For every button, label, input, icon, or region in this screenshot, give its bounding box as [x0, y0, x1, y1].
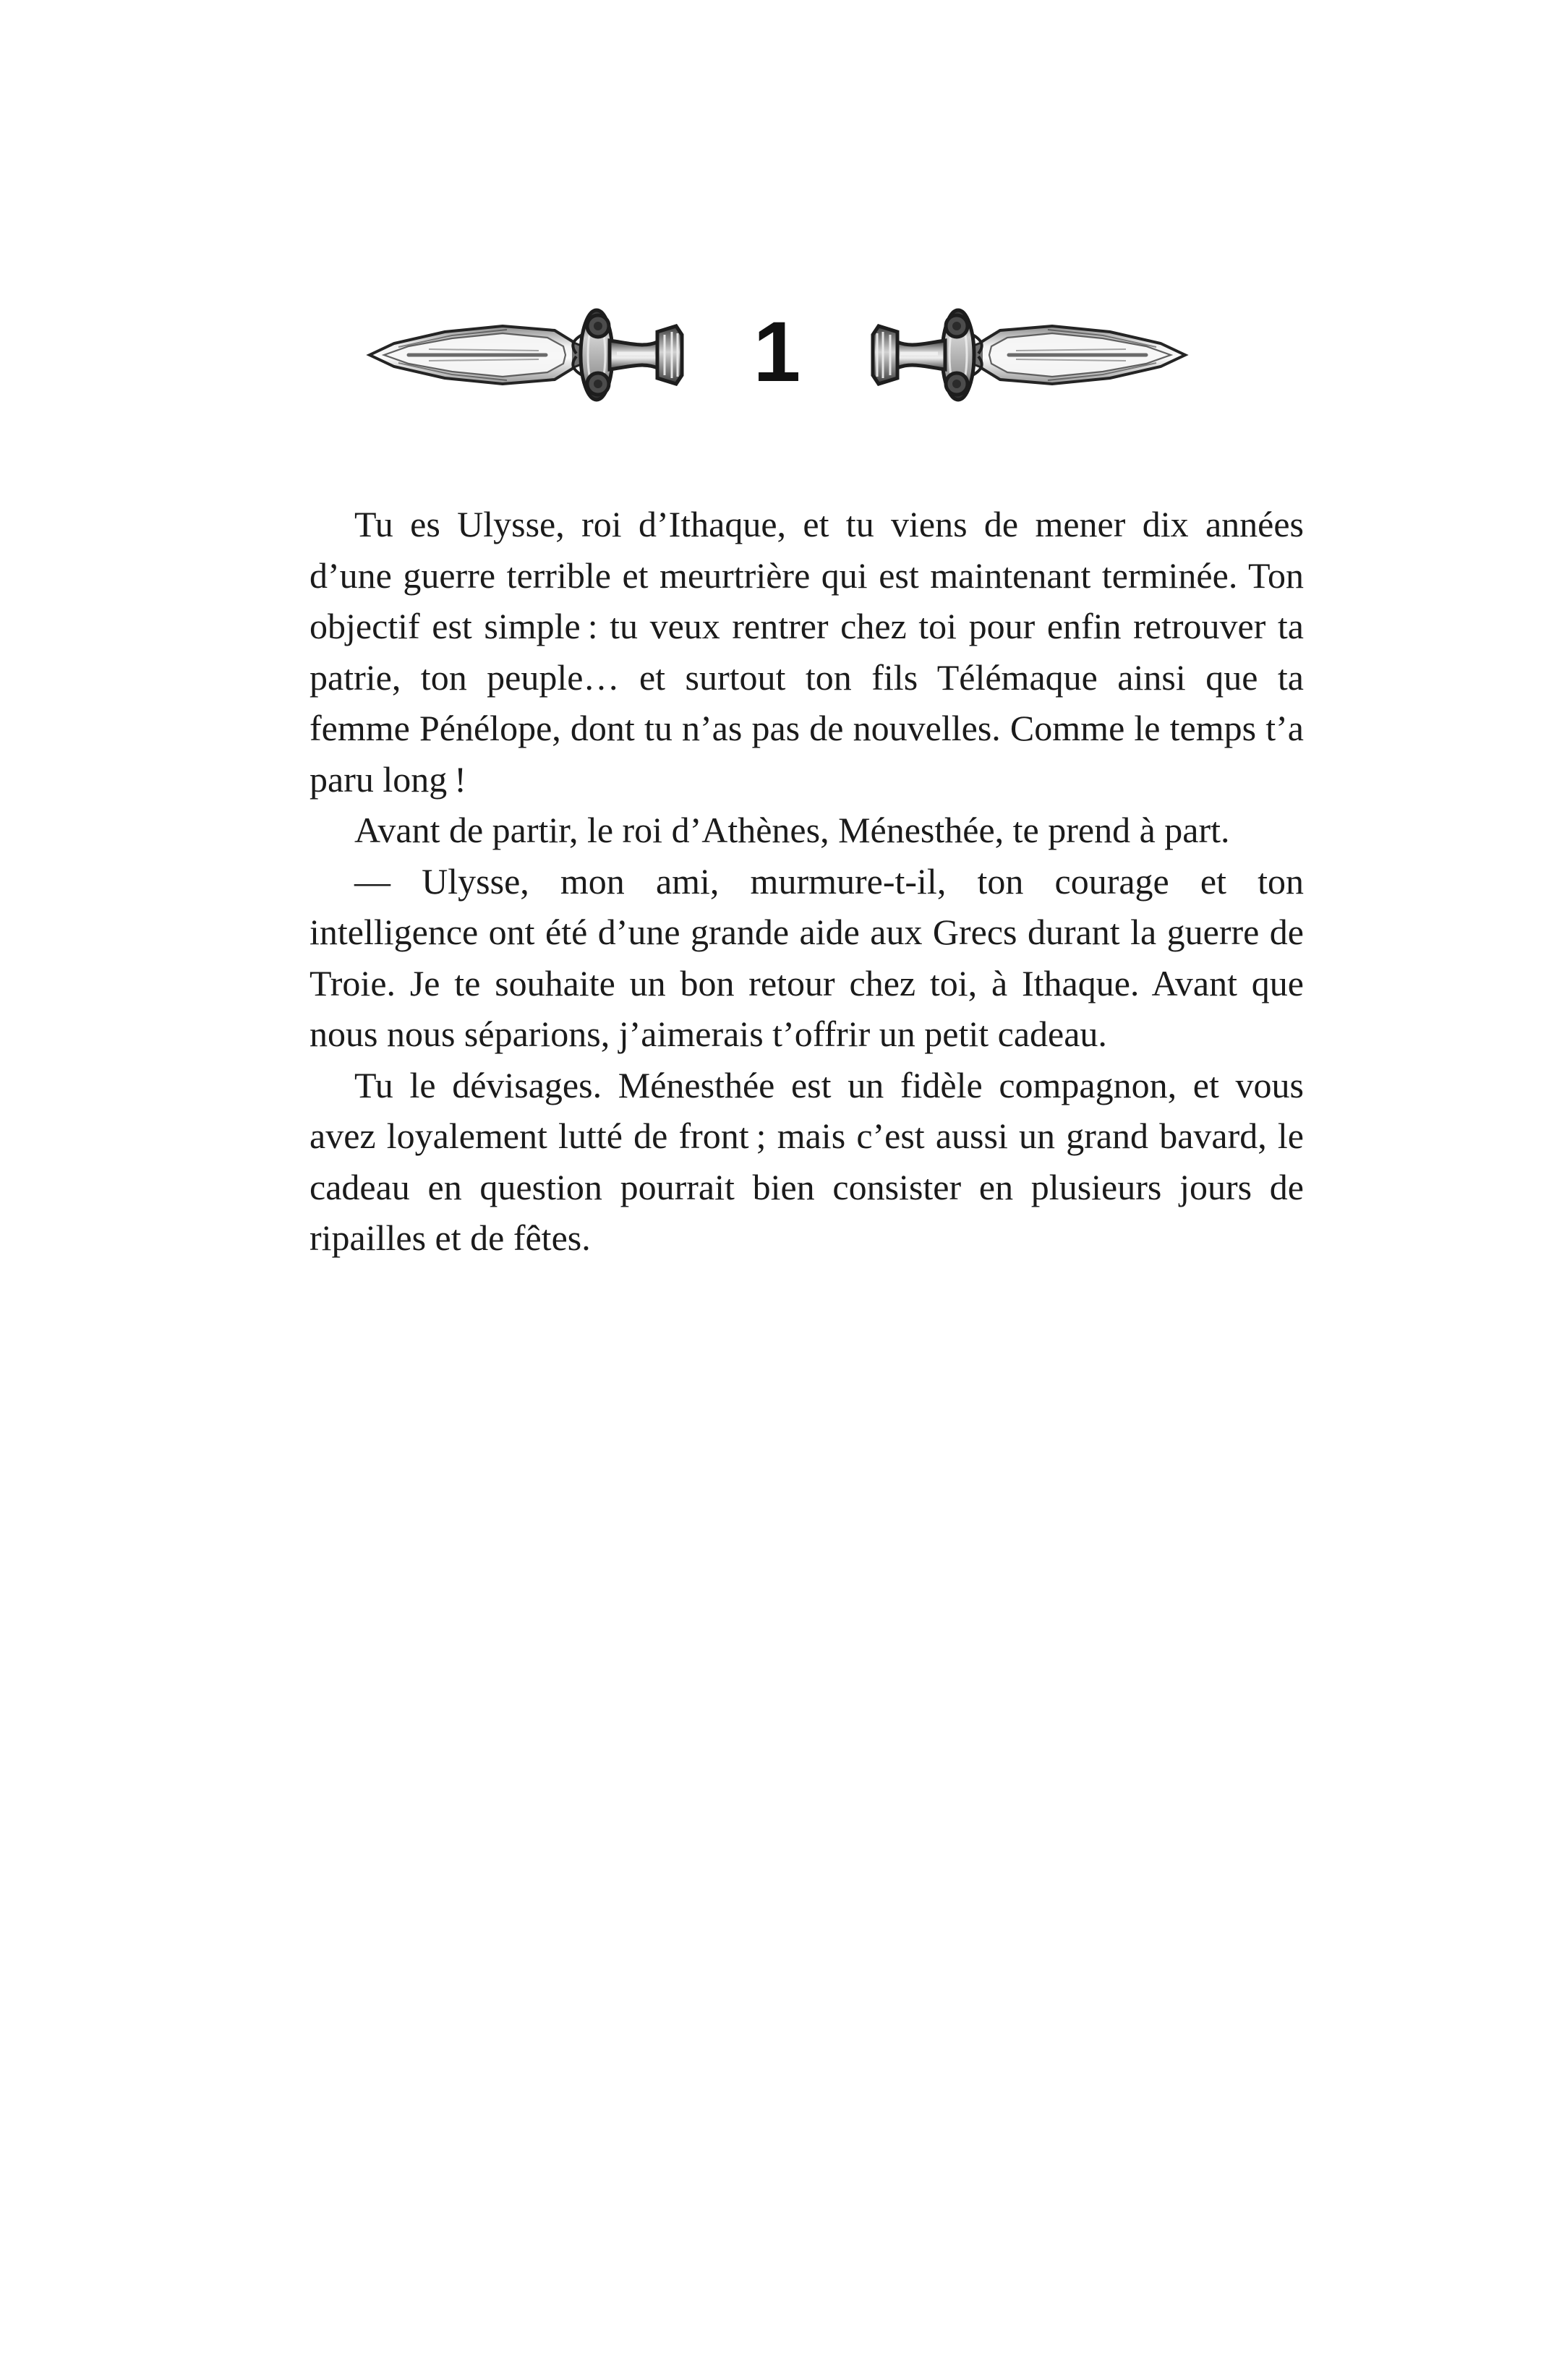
dagger-right-icon	[850, 290, 1190, 420]
chapter-number: 1	[753, 304, 801, 400]
paragraph: Tu es Ulysse, roi d’Ithaque, et tu viens de mener dix années d’une guerre terrible et meurtrière qui est maintenant terminée. Ton objectif est simple : tu veux rentrer chez toi pour enfin retrouver ta patrie, ton peuple… et surtout ton fils Télémaque ainsi que ta femme Pénélope, dont tu n’as pas de nouvelles. Comme le temps t’a paru long !	[309, 504, 1304, 800]
paragraph: Avant de partir, le roi d’Athènes, Ménesthée, te prend à part.	[354, 810, 1230, 850]
chapter-header	[0, 286, 1554, 424]
paragraph: Tu le dévisages. Ménesthée est un fidèle compagnon, et vous avez loyalement lutté de front ; mais c’est aussi un grand bavard, le cadeau en question pourrait bien consister en plusieurs jours de ripailles et de fêtes.	[309, 1064, 1304, 1258]
dagger-left-icon	[365, 290, 705, 420]
body-text-column	[309, 499, 1304, 1264]
paragraph-dialogue: — Ulysse, mon ami, murmure-t-il, ton courage et ton intelligence ont été d’une grande aide aux Grecs durant la guerre de Troie. Je te souhaite un bon retour chez toi, à Ithaque. Avant que nous nous séparions, j’aimerais t’offrir un petit cadeau.	[309, 860, 1304, 1054]
